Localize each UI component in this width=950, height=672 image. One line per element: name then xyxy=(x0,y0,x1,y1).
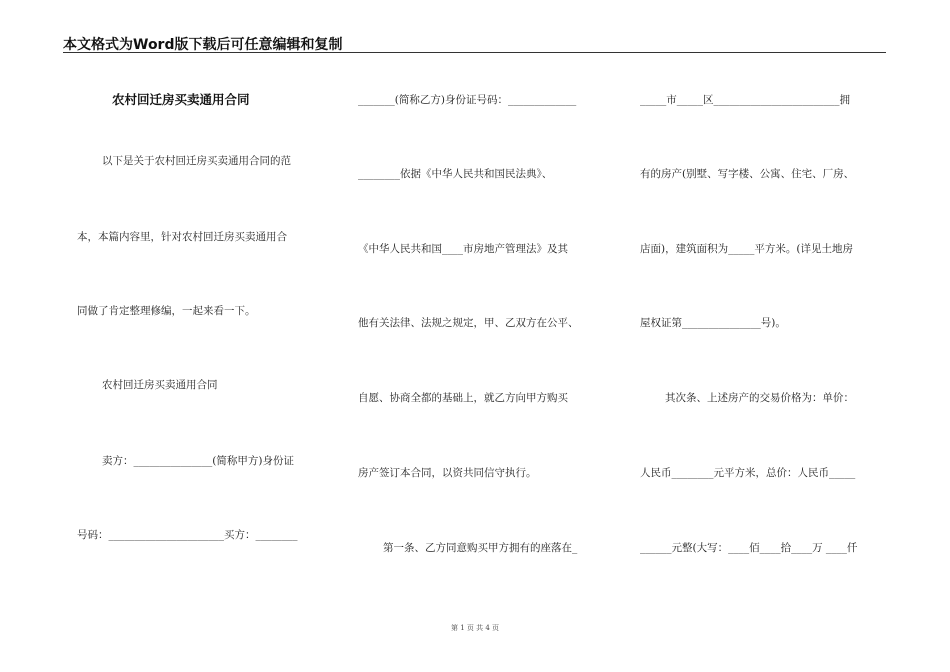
paragraph-line: ________依据《中华人民共和国民法典》、 xyxy=(358,168,553,180)
page-number-footer: 第 1 页 共 4 页 xyxy=(450,624,500,632)
paragraph-line: _____市_____区________________________拥 xyxy=(640,94,850,106)
text-column-1 xyxy=(77,0,322,672)
paragraph-line: 号码：______________________买方：________ xyxy=(77,529,298,541)
paragraph-line: 卖方：_______________(简称甲方)身份证 xyxy=(102,455,294,467)
paragraph-line: 自愿、协商全都的基础上，就乙方向甲方购买 xyxy=(358,392,568,404)
paragraph-line: 他有关法律、法规之规定，甲、乙双方在公平、 xyxy=(358,317,579,329)
document-header-banner: 本文格式为Word版下载后可任意编辑和复制 xyxy=(63,37,343,53)
paragraph-line: 以下是关于农村回迁房买卖通用合同的范 xyxy=(102,155,291,167)
paragraph-line: 《中华人民共和国____市房地产管理法》及其 xyxy=(358,243,568,255)
paragraph-line: _______(简称乙方)身份证号码：_____________ xyxy=(358,94,577,106)
paragraph-line: 同做了肯定整理修编，一起来看一下。 xyxy=(77,305,256,317)
paragraph-line: 房产签订本合同，以资共同信守执行。 xyxy=(358,467,537,479)
paragraph-line: 有的房产(别墅、写字楼、公寓、住宅、厂房、 xyxy=(640,168,855,180)
contract-title: 农村回迁房买卖通用合同 xyxy=(112,92,250,107)
paragraph-line: 本，本篇内容里，针对农村回迁房买卖通用合 xyxy=(77,231,287,243)
article-two-line: 其次条、上述房产的交易价格为：单价： xyxy=(665,392,854,404)
paragraph-line: ______元整(大写：____佰____拾____万 ____仟 xyxy=(640,542,858,554)
paragraph-line: 屋权证第_______________号)。 xyxy=(640,317,786,329)
article-one-line: 第一条、乙方同意购买甲方拥有的座落在_ xyxy=(383,542,578,554)
section-heading: 农村回迁房买卖通用合同 xyxy=(102,379,218,391)
text-column-2 xyxy=(358,0,608,672)
paragraph-line: 人民币________元平方米，总价：人民币_____ xyxy=(640,467,856,479)
paragraph-line: 店面)，建筑面积为_____平方米。(详见土地房 xyxy=(640,243,853,255)
text-column-3 xyxy=(640,0,887,672)
